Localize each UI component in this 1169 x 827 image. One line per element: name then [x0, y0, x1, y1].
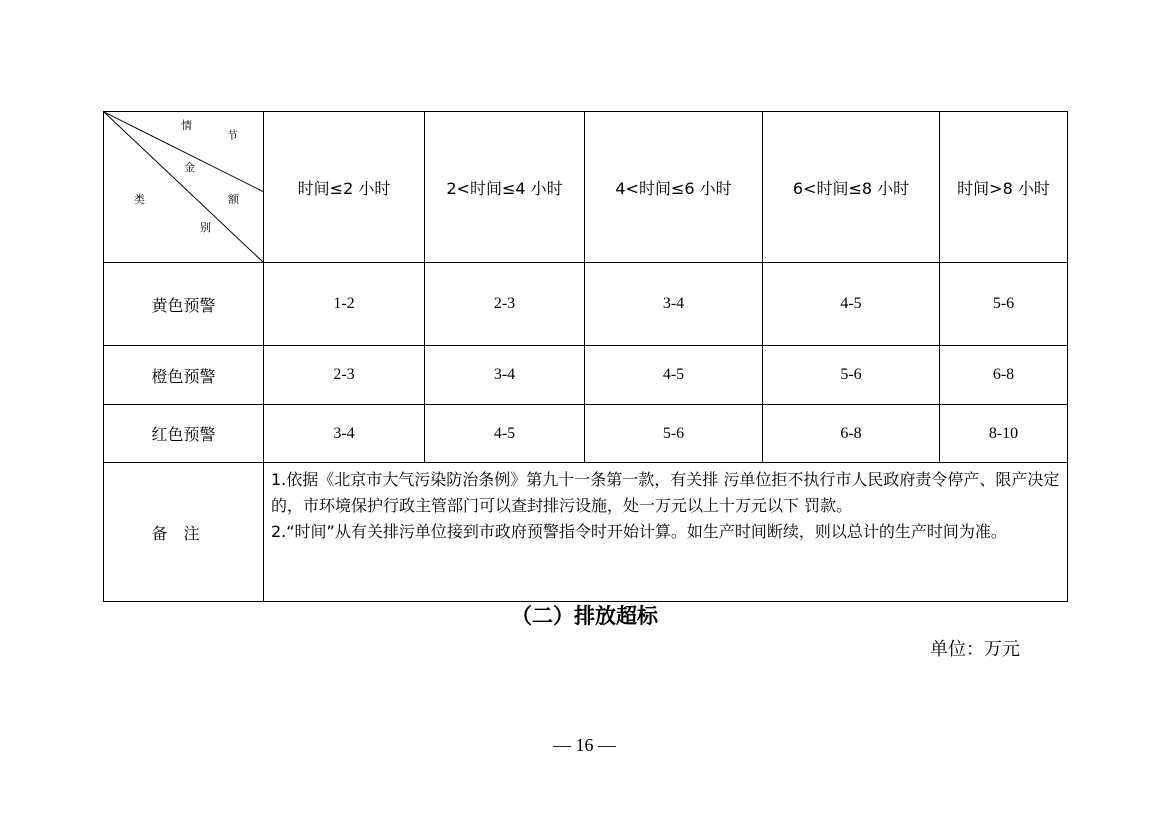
row-label: 黄色预警: [104, 263, 264, 346]
corner-char: 类: [134, 193, 145, 206]
table-cell: 3-4: [425, 346, 585, 405]
section-heading: （二）排放超标: [511, 604, 658, 628]
table-cell: 6-8: [940, 346, 1068, 405]
header-row: [104, 112, 1068, 263]
table-row: [104, 405, 1068, 463]
corner-char: 金: [184, 161, 195, 174]
table-cell: 1-2: [264, 263, 425, 346]
table-cell: 5-6: [763, 346, 940, 405]
remarks-row: [104, 463, 1068, 602]
corner-char: 情: [181, 119, 192, 132]
corner-char: 别: [200, 221, 211, 234]
note-item: 2.“时间”从有关排污单位接到市政府预警指令时开始计算。如生产时间断续，则以总计的生产时间为准。: [271, 522, 1007, 541]
corner-char: 额: [228, 193, 239, 206]
penalty-table: [103, 111, 1068, 602]
column-header: 6<时间≤8 小时: [763, 112, 940, 263]
row-label: 橙色预警: [104, 346, 264, 405]
table-cell: 8-10: [940, 405, 1068, 463]
unit-label: 单位：万元: [930, 639, 1020, 660]
table-cell: 2-3: [264, 346, 425, 405]
table-cell: 6-8: [763, 405, 940, 463]
column-header: 时间≤2 小时: [264, 112, 425, 263]
column-header: 4<时间≤6 小时: [585, 112, 763, 263]
row-label: 红色预警: [104, 405, 264, 463]
table-row: [104, 263, 1068, 346]
table-cell: 4-5: [763, 263, 940, 346]
corner-header-cell: [104, 112, 264, 263]
note-item: 1.依据《北京市大气污染防治条例》第九十一条第一款，有关排 污单位拒不执行市人民政府责令停产、限产决定的，市环境保护行政主管部门可以查封排污设施，处一万元以上十万元以下 罚款。: [271, 470, 1060, 515]
table-row: [104, 346, 1068, 405]
table-cell: 5-6: [940, 263, 1068, 346]
table-cell: 2-3: [425, 263, 585, 346]
remarks-label: 备注: [104, 463, 264, 602]
table-cell: 5-6: [585, 405, 763, 463]
table-cell: 4-5: [585, 346, 763, 405]
diagonal-lines: [104, 112, 264, 263]
page-number: — 16 —: [553, 735, 616, 755]
table-cell: 3-4: [585, 263, 763, 346]
table-cell: 3-4: [264, 405, 425, 463]
column-header: 时间>8 小时: [940, 112, 1068, 263]
column-header: 2<时间≤4 小时: [425, 112, 585, 263]
corner-char: 节: [227, 129, 238, 142]
remarks-notes: [264, 463, 1068, 602]
table-cell: 4-5: [425, 405, 585, 463]
